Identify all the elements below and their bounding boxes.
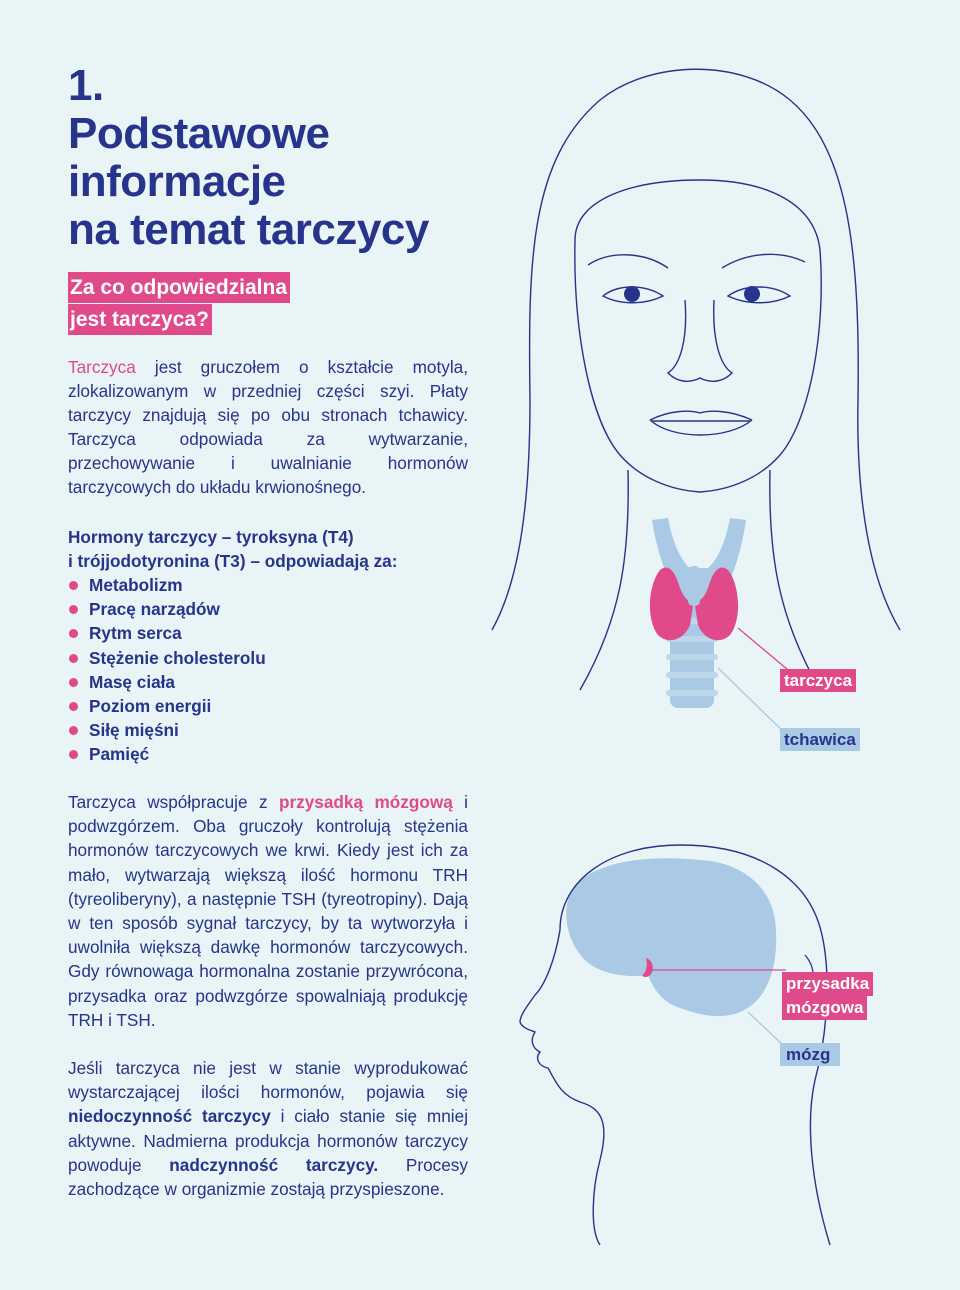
nose xyxy=(668,300,732,381)
list-item: Poziom energii xyxy=(68,694,266,718)
pituitary-highlight: przysadką mózgową xyxy=(278,792,453,812)
question-line-2: jest tarczyca? xyxy=(68,304,212,335)
intro-paragraph xyxy=(68,355,468,499)
trachea-label: tchawica xyxy=(780,728,860,751)
hormones-heading xyxy=(68,525,488,573)
list-item: Stężenie cholesterolu xyxy=(68,646,266,670)
pituitary-paragraph: Tarczyca współpracuje z przysadką mózgową i podwzgórzem. Oba gruczoły kontrolują stężenia hormonów tarczycowych we krwi. Kiedy jest ich za mało, wytwarzają większą ilość hormonu TRH (tyreoliberyny), a następnie TSH (tyreotropiny). Dają w ten sposób sygnał tarczycy, by ta wytworzyła i uwolniła większą dawkę hormonów tarczycowych. Gdy równowaga hormonalna zostanie przywrócona, przysadka oraz podwzgórze spowalniają produkcję TRH i TSH. xyxy=(68,792,468,1030)
list-item: Pracę narządów xyxy=(68,597,266,621)
right-eyebrow xyxy=(722,254,805,268)
hormones-list xyxy=(68,573,266,767)
left-eyebrow xyxy=(588,255,668,268)
brain-label: mózg xyxy=(780,1043,840,1066)
list-item: Pamięć xyxy=(68,742,266,766)
thyroid-label: tarczyca xyxy=(780,669,856,692)
hormones-line-1: Hormony tarczycy – tyroksyna (T4) xyxy=(68,527,354,547)
title-line-2: informacje xyxy=(68,157,286,206)
right-iris xyxy=(744,286,760,302)
intro-text: jest gruczołem o kształcie motyla, zlokalizowanym w przedniej części szyi. Płaty tarczycy znajdują się po obu stronach tchawicy. Tarczyca odpowiada za wytwarzanie, przechowywanie i uwalnianie hormonów tarczycowych do układu krwionośnego. xyxy=(68,357,468,497)
thyroid-illustration xyxy=(650,518,746,708)
bullet-dot-icon xyxy=(69,654,78,663)
face-outline xyxy=(575,180,821,492)
bullet-dot-icon xyxy=(69,702,78,711)
brain-pointer xyxy=(748,1012,782,1044)
question-line-1: Za co odpowiedzialna xyxy=(68,272,290,303)
mouth-lower xyxy=(650,420,752,435)
hormones-line-2: i trójjodotyronina (T3) – odpowiadają za: xyxy=(68,551,398,571)
bullet-dot-icon xyxy=(69,581,78,590)
bullet-dot-icon xyxy=(69,750,78,759)
title-line-1: Podstawowe xyxy=(68,109,330,158)
page-title xyxy=(68,62,429,254)
list-item: Masę ciała xyxy=(68,670,266,694)
mouth-upper xyxy=(650,411,752,420)
disorders-paragraph: Jeśli tarczyca nie jest w stanie wyprodukować wystarczającej ilości hormonów, pojawia się niedoczynność tarczycy i ciało stanie się mniej aktywne. Nadmierna produkcja hormonów tarczycy powoduje nadczynność tarczycy. Procesy zachodzące w organizmie zostają przyspieszone. xyxy=(68,1058,469,1200)
title-number: 1. xyxy=(68,61,104,110)
left-iris xyxy=(624,286,640,302)
intro-highlight: Tarczyca xyxy=(68,357,136,377)
bullet-dot-icon xyxy=(69,678,78,687)
hair-outline xyxy=(492,69,900,630)
hyperthyroidism-term: nadczynność tarczycy. xyxy=(169,1154,379,1175)
neck-right xyxy=(770,470,820,690)
neck-left xyxy=(580,470,628,690)
list-item: Metabolizm xyxy=(68,573,266,597)
section-question xyxy=(68,272,290,336)
bullet-dot-icon xyxy=(69,629,78,638)
bullet-dot-icon xyxy=(69,605,78,614)
list-item: Siłę mięśni xyxy=(68,718,266,742)
pituitary-label: przysadka mózgowa xyxy=(782,972,873,1020)
bullet-dot-icon xyxy=(69,726,78,735)
title-line-3: na temat tarczycy xyxy=(68,205,429,254)
list-item: Rytm serca xyxy=(68,621,266,645)
brain-shape xyxy=(566,858,776,1016)
hypothyroidism-term: niedoczynność tarczycy xyxy=(68,1106,271,1127)
